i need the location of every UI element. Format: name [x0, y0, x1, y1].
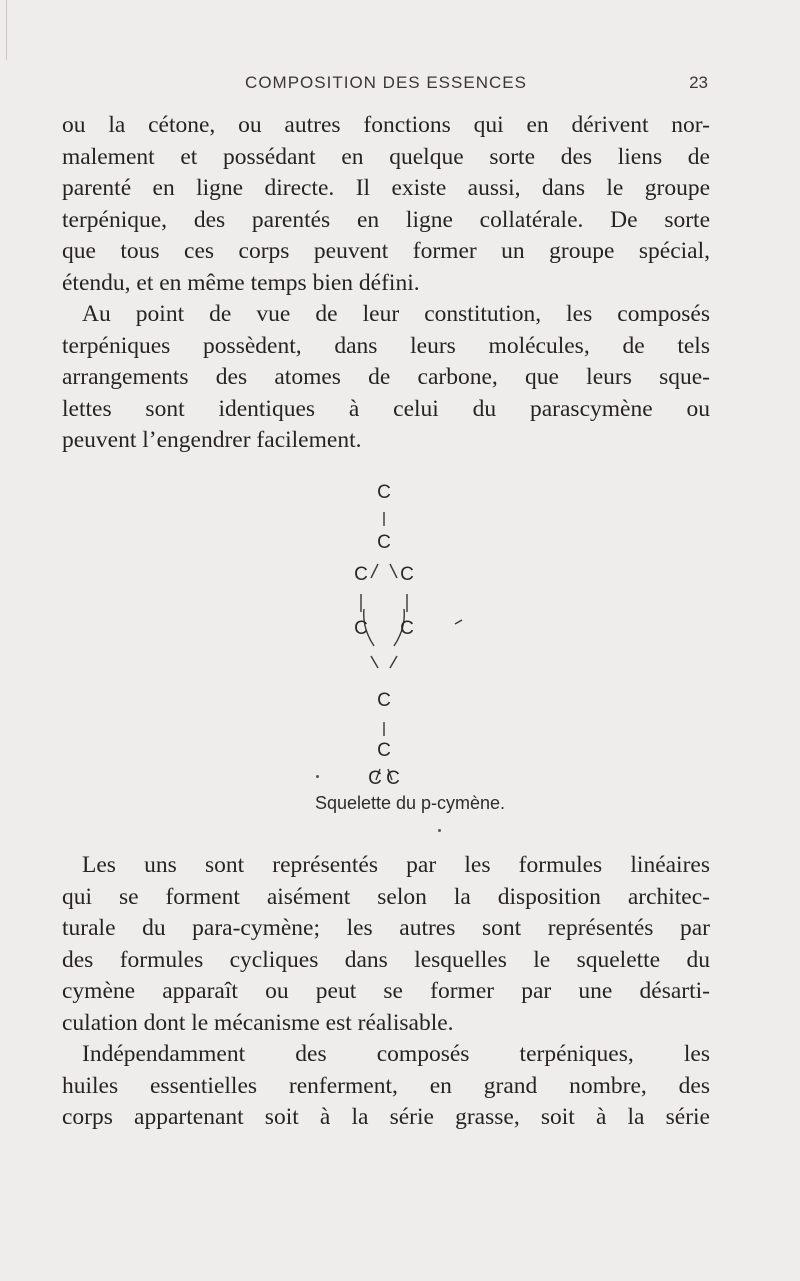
text-line: parenté en ligne directe. Il existe aussi, dans le groupe — [62, 175, 710, 201]
page-number: 23 — [689, 73, 708, 92]
text-line: culation dont le mécanisme est réalisable. — [62, 1009, 454, 1036]
running-title: COMPOSITION DES ESSENCES — [245, 73, 527, 92]
paragraph-3 — [62, 850, 710, 1039]
diagram-caption: Squelette du p-cymène. — [314, 793, 506, 813]
text-line: cymène apparaît ou peut se former par une désarti- — [62, 978, 710, 1004]
atom-label: C — [377, 740, 391, 761]
text-line: Les uns sont représentés par les formules linéaires — [82, 852, 710, 878]
text-line: lettes sont identiques à celui du parascymène ou — [62, 395, 710, 422]
bond-line — [390, 564, 397, 578]
atom-label: C — [377, 482, 391, 503]
atom-label: C — [400, 618, 414, 639]
text-line: que tous ces corps peuvent former un groupe spécial, — [62, 238, 710, 264]
text-line: ou la cétone, ou autres fonctions qui en dérivent nor- — [62, 112, 710, 138]
text-line: étendu, et en même temps bien défini. — [62, 269, 420, 296]
text-line: Indépendamment des composés terpéniques, les — [82, 1041, 710, 1067]
bond-line — [371, 564, 378, 578]
stray-mark — [455, 620, 462, 624]
text-line: qui se forment aisément selon la disposition architec- — [62, 883, 710, 910]
paragraph-2 — [62, 299, 710, 457]
text-line: malement et possédant en quelque sorte des liens de — [62, 143, 710, 170]
p-cymene-skeleton-diagram — [340, 478, 480, 818]
atom-label: C — [400, 564, 414, 585]
paragraph-4 — [62, 1039, 710, 1134]
diagram-bonds — [340, 478, 480, 818]
atom-label: C — [368, 768, 382, 789]
atom-label: C — [377, 532, 391, 553]
print-speck — [438, 829, 441, 832]
text-line: peuvent l’engendrer facilement. — [62, 427, 362, 453]
text-line: terpénique, des parentés en ligne collatérale. De sorte — [62, 206, 710, 233]
running-head — [62, 73, 710, 99]
atom-label: C — [377, 690, 391, 711]
paragraph-1 — [62, 110, 710, 299]
body-text-bottom — [62, 850, 710, 1134]
text-line: terpéniques possèdent, dans leurs molécules, de tels — [62, 332, 710, 359]
atom-label: C — [354, 618, 368, 639]
text-line: corps appartenant soit à la série grasse, soit à la série — [62, 1104, 710, 1130]
atom-label: C — [386, 768, 400, 789]
print-speck — [316, 775, 319, 778]
text-line: des formules cycliques dans lesquelles le squelette du — [62, 946, 710, 973]
page-edge-line — [6, 0, 7, 60]
atom-label: C — [354, 564, 368, 585]
text-line: Au point de vue de leur constitution, les composés — [82, 301, 710, 327]
bond-line — [371, 656, 378, 668]
body-text-top — [62, 110, 710, 457]
text-line: arrangements des atomes de carbone, que leurs sque- — [62, 364, 710, 390]
text-line: huiles essentielles renferment, en grand nombre, des — [62, 1072, 710, 1099]
text-line: turale du para-cymène; les autres sont représentés par — [62, 915, 710, 941]
bond-line — [390, 656, 397, 668]
